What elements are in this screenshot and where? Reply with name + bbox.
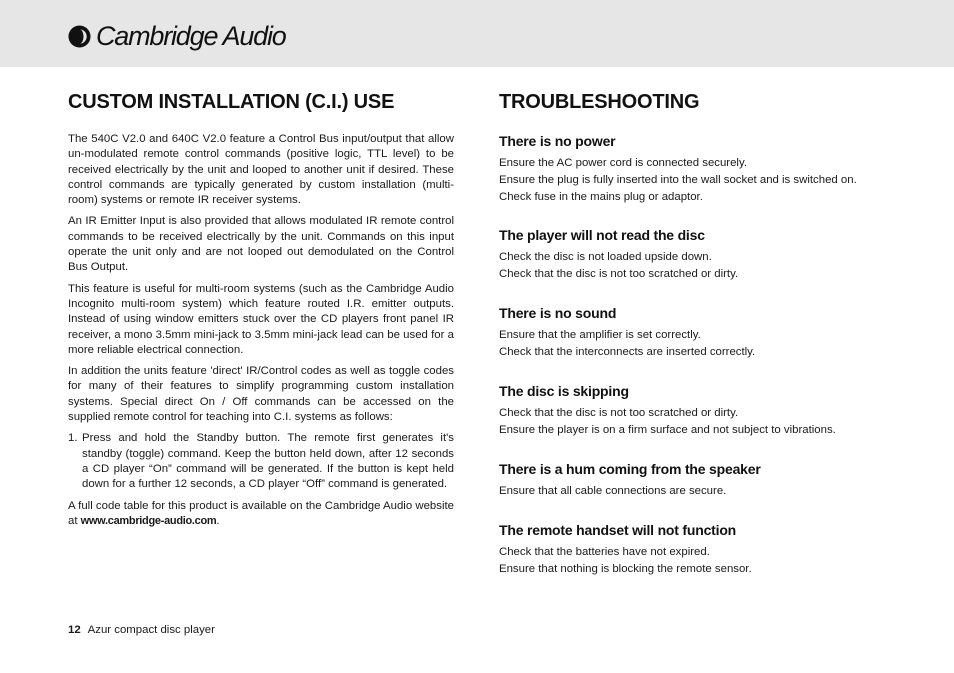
website-link[interactable]: www.cambridge-audio.com bbox=[80, 514, 217, 527]
troubleshooting-section bbox=[499, 88, 899, 578]
trouble-fixes bbox=[499, 155, 899, 206]
trouble-fixes bbox=[499, 249, 899, 283]
brand-name: Cambridge Audio bbox=[96, 21, 286, 51]
trouble-title: There is no power bbox=[499, 133, 616, 149]
section-heading-troubleshooting: TROUBLESHOOTING bbox=[499, 91, 700, 113]
trouble-fix: Check the disc is not loaded upside down. bbox=[499, 251, 712, 263]
header-bar bbox=[0, 0, 954, 67]
trouble-fix: Ensure the AC power cord is connected securely. bbox=[499, 157, 747, 169]
trouble-item-no-power bbox=[499, 132, 899, 206]
trouble-title: The remote handset will not function bbox=[499, 522, 737, 538]
trouble-fix: Check that the batteries have not expired. bbox=[499, 546, 710, 558]
instruction-step bbox=[68, 431, 454, 492]
custom-installation-section bbox=[68, 88, 454, 529]
body-paragraph: An IR Emitter Input is also provided that allows modulated IR remote control commands to be received electrically by the unit. Commands on this input operate the unit only and are not looped out demodulated on the Control Bus Output. bbox=[68, 215, 454, 274]
trouble-fix: Check fuse in the mains plug or adaptor. bbox=[499, 191, 703, 203]
trouble-title: There is a hum coming from the speaker bbox=[499, 461, 761, 477]
trouble-title: The player will not read the disc bbox=[499, 227, 705, 243]
body-paragraph: This feature is useful for multi-room systems (such as the Cambridge Audio Incognito multi-room system) which feature routed I.R. emitter outputs. Instead of using window emitters stuck over the CD players front panel IR receiver, a mono 3.5mm mini-jack to 3.5mm mini-jack lead can be used for a more reliable electrical connection. bbox=[68, 282, 454, 356]
product-name: Azur compact disc player bbox=[87, 624, 215, 636]
trouble-title: There is no sound bbox=[499, 305, 617, 321]
instruction-steps bbox=[68, 431, 454, 492]
trouble-item-will-not-read-disc bbox=[499, 226, 899, 283]
trouble-fixes bbox=[499, 544, 899, 578]
closing-text: A full code table for this product is available on the Cambridge Audio website at bbox=[68, 499, 454, 527]
trouble-fix: Ensure the player is on a firm surface and not subject to vibrations. bbox=[499, 424, 836, 436]
closing-punctuation: . bbox=[216, 514, 220, 527]
trouble-fix: Ensure the plug is fully inserted into the wall socket and is switched on. bbox=[499, 174, 857, 186]
trouble-item-remote-not-working bbox=[499, 521, 899, 578]
step-text: Press and hold the Standby button. The remote first generates it's standby (toggle) command. Keep the button held down, after 12 seconds a CD player “On” command will be generated. If the button is kept held down for a further 12 seconds, a CD player “Off” command is generated. bbox=[82, 432, 454, 491]
page-number: 12 bbox=[68, 624, 81, 636]
trouble-fix: Check that the disc is not too scratched or dirty. bbox=[499, 407, 739, 419]
cambridge-audio-logo-icon bbox=[68, 25, 91, 48]
trouble-item-disc-skipping bbox=[499, 382, 899, 439]
step-number: 1. bbox=[68, 432, 78, 445]
brand-logo bbox=[68, 19, 286, 53]
trouble-item-hum-from-speaker bbox=[499, 460, 899, 500]
trouble-item-no-sound bbox=[499, 304, 899, 361]
section-heading-custom-installation: CUSTOM INSTALLATION (C.I.) USE bbox=[68, 91, 395, 113]
trouble-fixes bbox=[499, 327, 899, 361]
trouble-fix: Ensure that the amplifier is set correctly. bbox=[499, 329, 701, 341]
trouble-fix: Check that the interconnects are inserted correctly. bbox=[499, 346, 756, 358]
code-table-paragraph bbox=[68, 499, 454, 530]
body-paragraph: The 540C V2.0 and 640C V2.0 feature a Control Bus input/output that allow un-modulated remote control commands (positive logic, TTL level) to be received electrically by the unit and looped to another unit if desired. These control commands are typically generated by custom installation (multi-room) systems or remote IR receiver systems. bbox=[68, 133, 454, 207]
trouble-fix: Check that the disc is not too scratched or dirty. bbox=[499, 268, 739, 280]
trouble-fix: Ensure that nothing is blocking the remote sensor. bbox=[499, 563, 752, 575]
trouble-fixes bbox=[499, 483, 899, 500]
body-paragraph: In addition the units feature 'direct' IR/Control codes as well as toggle codes for many of their features to simplify programming custom installation systems. Special direct On / Off commands can be accessed on the supplied remote control for teaching into C.I. systems as follows: bbox=[68, 365, 454, 424]
trouble-title: The disc is skipping bbox=[499, 383, 629, 399]
trouble-fix: Ensure that all cable connections are secure. bbox=[499, 485, 727, 497]
trouble-fixes bbox=[499, 405, 899, 439]
page-footer bbox=[68, 622, 215, 638]
